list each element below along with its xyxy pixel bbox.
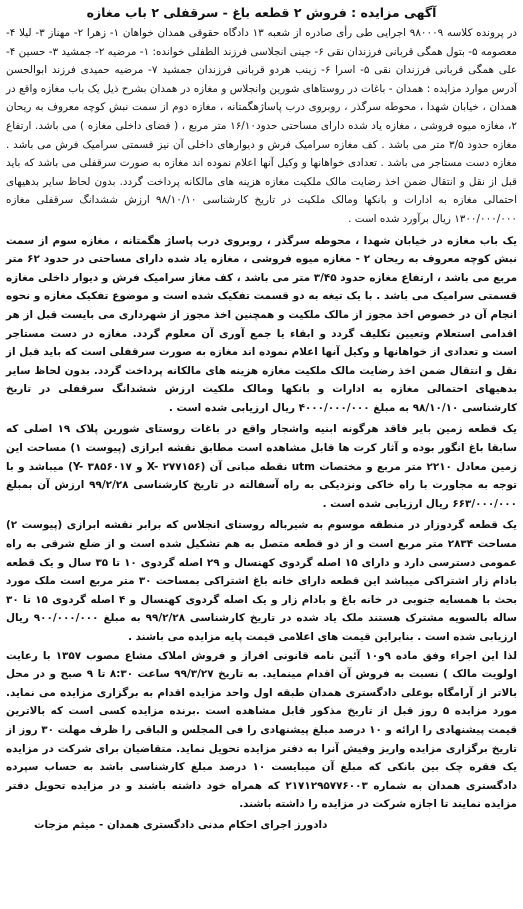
notice-paragraph-shop-2: یک باب مغازه در خیابان شهدا ، محوطه سرگذر ، روبروی درب پاساژ هگمتانه ، مغازه سوم از سمت نبش کوچه معروف به ریحان ۲ - مغازه میوه فروشی ، مغازه یاد شده دارای مساحتی در حدود ۶۲ متر مربع می باشد ، ارتفاع مغازه حدود ۳/۴۵ متر می باشد ، کف مغاز سرامیک فرش و دیوار داخلی مغازه قسمتی سرامیک می باشد . با یک تیغه به دو قسمت تفکیک شده است و موضوع تفکیک مغازه و نحوه انجام آن در خصوص اخذ مجوز از مالک ملکیت و همچنین اخذ مجوز از شهرداری می بایست قبل از هر اقدامی استعلام وتعیین تکلیف گردد و ابقاء یا جمع آوری آن معلوم گردد. مغازه در دست مستاجر است و تعدادی از خواهانها و وکیل آنها اعلام نموده اند مغازه به صورت سرقفلی است که باید قبل از نقل و انتقال ضمن اخذ رضایت مالک ملکیت مغازه هزینه های مالکانه پرداخت گردد. بدون لحاظ سایر بدهیهای احتمالی مغازه به ادارات و بانکها ومالک ملکیت ارزش ششدانگ سرقفلی در تاریخ کارشناسی ۹۸/۱۰/۱۰ به مبلغ ۴۰۰۰/۰۰۰/۰۰۰ ریال ارزیابی شده است . [6,234,517,414]
notice-paragraph-shop-1: در پرونده کلاسه ۹۸۰۰۰۹ اجرایی طی رأی صادره از شعبه ۱۳ دادگاه حقوقی همدان خواهان ۱- زهرا ۲- مهناز ۳- لیلا ۴- معصومه ۵- بتول همگی قربانی فرزندان نقی ۶- جینی انجلاسی فرزند الطفلی خوانده: ۱- مرضیه ۲- جمشید ۳- حسین ۴- علی همگی قربانی فرزندان نقی ۵- اسرا ۶- زینب هردو قربانی فرزندان جمشید ۷- مرضیه حمیدی فرزند ابوالحسن آدرس موارد مزایده : همدان - باغات در روستاهای شورین وانجلاس و مغازه در همدان بشرح ذیل یک باب مغازه واقع در همدان ، خیابان شهدا ، محوطه سرگذر ، روبروی درب پاساژهگمتانه ، مغازه دوم از سمت نبش کوچه معروف به ریحان ۲، مغازه میوه فروشی ، مغازه یاد شده دارای مساحتی حدود۱۶/۱۰ متر مربع ، ( فضای داخلی مغازه ) می باشد. ارتفاع مغازه حدود ۳/۵ متر می باشد . کف مغازه سرامیک فرش و دیوارهای داخلی آن نیز قسمتی سرامیک فرش می باشد . مغازه دست مستاجر می باشد . تعدادی خواهانها و وکیل آنها اعلام نموده اند مغازه به صورت سرقفلی می باشد که باید قبل از نقل و انتقال ضمن اخذ رضایت مالک ملکیت مغازه هزینه های مالکانه پرداخت گردد. بدون لحاظ سایر بدهیهای احتمالی مغازه به ادارات و بانکها ومالک ملکیت در تاریخ کارشناسی ۹۸/۱۰/۱۰ ارزش ششدانگ سرقفلی مغازه ۱۳۰۰/۰۰۰/۰۰۰ ریال برآورد شده است . [6,27,518,225]
notice-paragraph-walnut-grove: یک قطعه گردوزار در منطقه موسوم به شیرباله روستای انجلاس که برابر نقشه ابرازی (پیوست ۲) مساحت ۲۸۳۴ متر مربع است و از دو قطعه متصل به هم تشکیل شده است و از ضلع شرقی به راه عمومی دسترسی دارد و دارای ۱۵ اصله گردوی کهنسال و ۲۹ اصله گردوی ۱۰ تا ۳۵ سال و یک قطعه بادام زار اشتراکی میباشد این قطعه دارای خانه باغ اشتراکی بمساحت ۳۰ متر مربع است ملک مورد بحث با همسایه جنوبی در خانه باغ و بادام زار و یک اصله گردوی کهنسال و ۴ اصله گردوی ۱۵ تا ۳۰ ساله بالسویه مشترک هستند ملک یاد شده در تاریخ کارشناسی ۹۹/۲/۲۸ به مبلغ ۹۰۰/۰۰۰/۰۰۰ ریال ارزیابی شده است . بنابراین قیمت های اعلامی قیمت پایه مزایده می باشند . [6,519,518,643]
notice-title: آگهی مزایده : فروش ۲ قطعه باغ - سرقفلی ۲ باب مغازه [86,5,437,20]
notice-paragraph-land-shourin: یک قطعه زمین بایر فاقد هرگونه ابنیه واشجار واقع در باغات روستای شورین پلاک ۱۹ اصلی که سابقا باغ انگور بوده و آثار کرت ها قابل مشاهده است مطابق نقشه ابرازی (پیوست ۱) مساحت این زمین معادل ۲۲۱۰ متر مربع و مختصات utm نقطه مبانی آن (X- ۲۷۷۱۵۶ و Y- ۳۸۵۶۰۱۷) میباشد و با توجه به مجاورت با راه خاکی ونزدیکی به راه آسفالته در تاریخ کارشناسی ۹۹/۲/۲۸ ارزش آن بمبلغ ۶۶۳/۰۰۰/۰۰۰ ریال ارزیابی شده است . [6,423,518,510]
notice-paragraph-auction-terms: لذا این اجراء وفق ماده ۹و۱۰ آئین نامه قانونی افراز و فروش املاک مشاع مصوب ۱۳۵۷ با رعایت اولویت مالک ) نسبت به فروش آن اقدام مینماید. به تاریخ ۹۹/۳/۲۷ ساعت ۸:۳۰ تا ۹ صبح و در محل بالاتر از آرامگاه بوعلی دادگستری همدان طبقه اول واحد مزایده اقدام به برگزاری مزایده می نماید. مورد مزایده ۵ روز قبل از تاریخ مذکور قابل مشاهده است .برنده مزایده کسی است که بالاترین قیمت پیشنهادی را ارائه و ۱۰ درصد مبلغ پیشنهادی را فی المجلس و الباقی را ظرف مهلت ۳۰ روز از تاریخ برگزاری مزایده واریز وفیش آنرا به دفتر مزایده تحویل نماید. متقاضیان برای شرکت در مزایده یک فقره چک بین بانکی که مبلغ آن میبایست ۱۰ درصد مبلغ کارشناسی باشد به حساب سپرده دادگستری همدان به شماره ۲۱۷۱۲۹۵۷۷۶۰۰۳ که همراه خود داشته باشند و در مزایده تحویل دفتر مزایده نمایند تا اجازه شرکت در مزایده را داشته باشند. [6,649,518,811]
notice-signature: دادورز اجرای احکام مدنی دادگستری همدان - میثم مزجات [34,818,328,831]
